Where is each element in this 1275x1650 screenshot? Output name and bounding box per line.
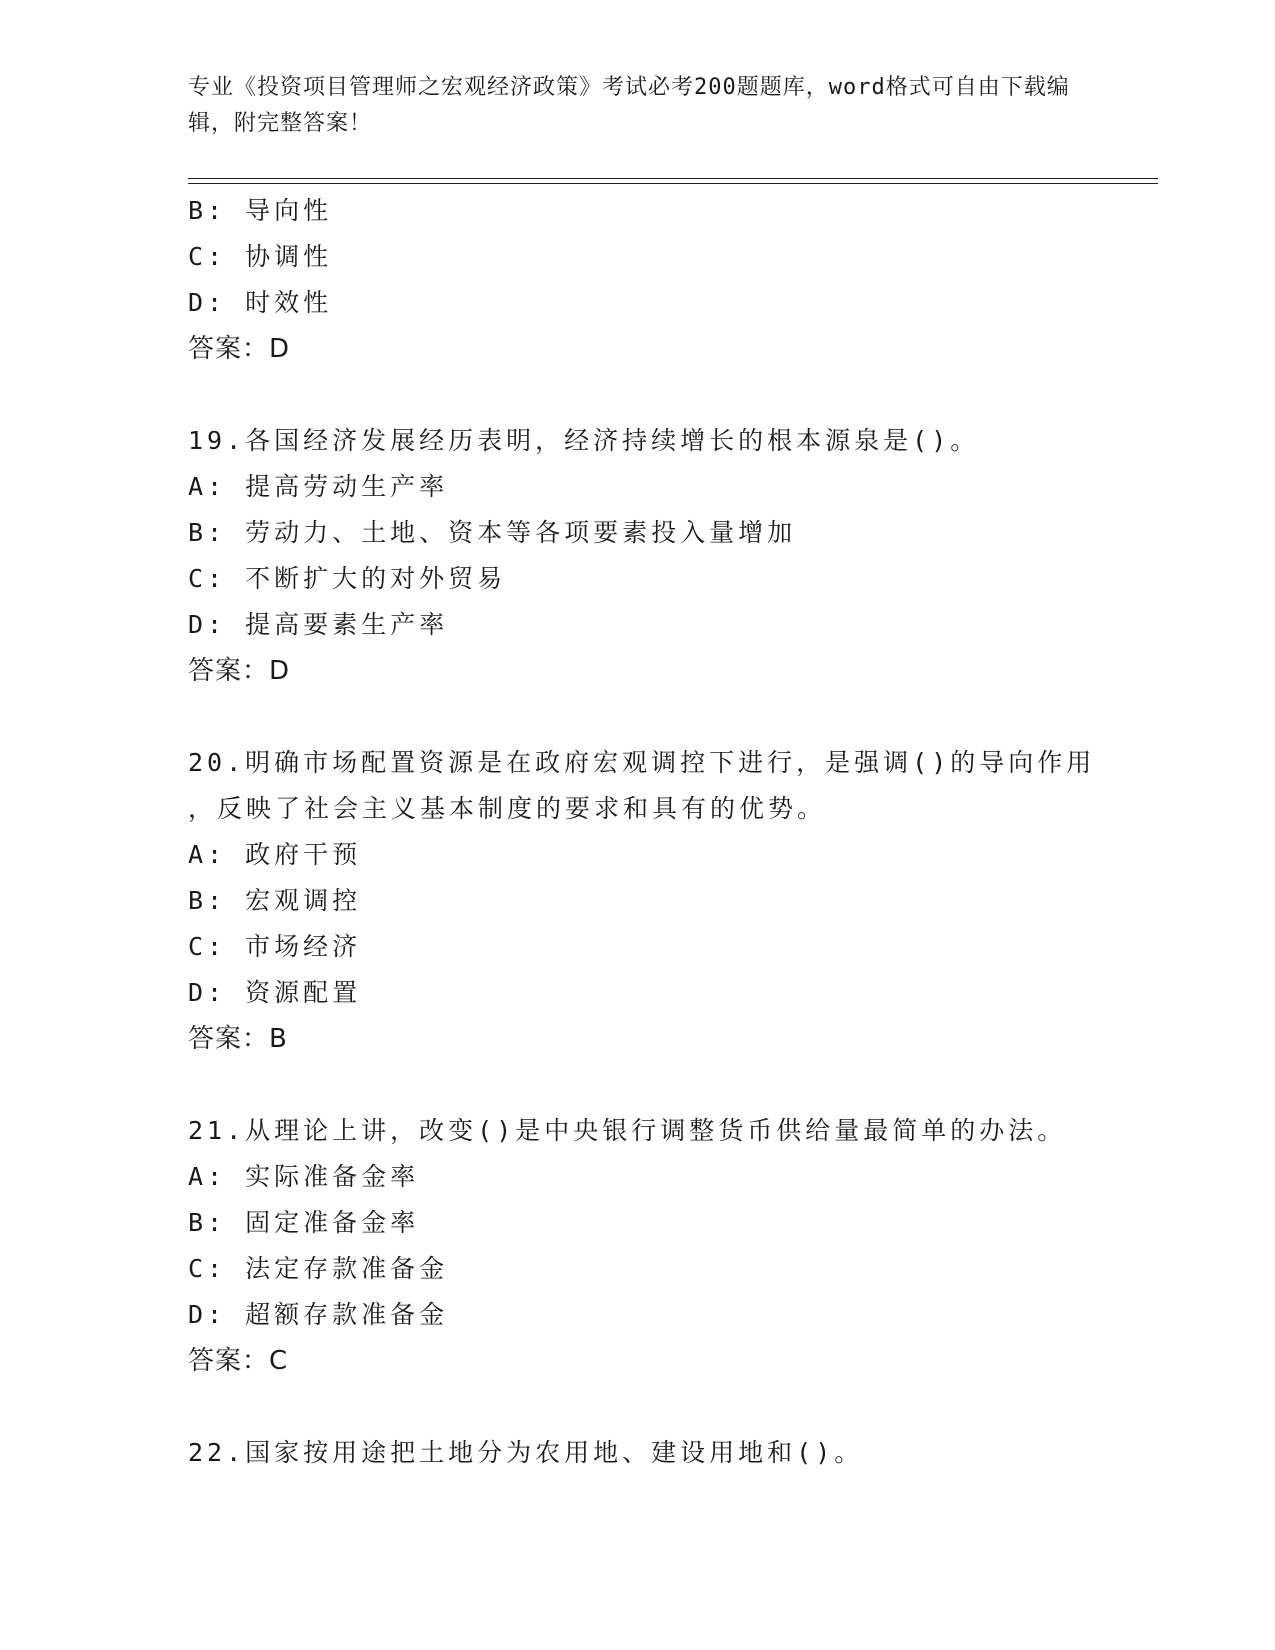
option-d: D: 超额存款准备金 — [188, 1300, 449, 1329]
option-c: C: 法定存款准备金 — [188, 1254, 449, 1283]
option-b: B: 导向性 — [188, 196, 333, 225]
header-rule-top — [188, 178, 1158, 179]
question-18-continued — [188, 188, 1188, 372]
answer: 答案：C — [188, 1346, 289, 1376]
option-d: D: 资源配置 — [188, 978, 362, 1007]
option-c: C: 市场经济 — [188, 932, 362, 961]
question-19 — [188, 418, 1188, 694]
option-b: B: 劳动力、土地、资本等各项要素投入量增加 — [188, 518, 797, 547]
option-d: D: 提高要素生产率 — [188, 610, 449, 639]
option-a: A: 提高劳动生产率 — [188, 472, 449, 501]
question-20 — [188, 740, 1188, 1062]
spacer — [188, 372, 1188, 418]
option-d: D: 时效性 — [188, 288, 333, 317]
question-21 — [188, 1108, 1188, 1384]
question-content — [188, 188, 1188, 1476]
spacer — [188, 694, 1188, 740]
question-stem: 22.国家按用途把土地分为农用地、建设用地和()。 — [188, 1438, 864, 1467]
question-stem-line-1: 20.明确市场配置资源是在政府宏观调控下进行，是强调()的导向作用 — [188, 748, 1096, 777]
option-b: B: 固定准备金率 — [188, 1208, 420, 1237]
question-stem: 21.从理论上讲，改变()是中央银行调整货币供给量最简单的办法。 — [188, 1116, 1067, 1145]
option-a: A: 政府干预 — [188, 840, 362, 869]
spacer — [188, 1384, 1188, 1430]
option-c: C: 不断扩大的对外贸易 — [188, 564, 507, 593]
answer: 答案：D — [188, 656, 291, 686]
spacer — [188, 1062, 1188, 1108]
answer: 答案：B — [188, 1024, 288, 1054]
question-22 — [188, 1430, 1188, 1476]
option-b: B: 宏观调控 — [188, 886, 362, 915]
option-a: A: 实际准备金率 — [188, 1162, 420, 1191]
document-header: 专业《投资项目管理师之宏观经济政策》考试必考200题题库，word格式可自由下载编辑，附完整答案！ — [188, 75, 1070, 136]
answer: 答案：D — [188, 334, 291, 364]
question-stem: 19.各国经济发展经历表明，经济持续增长的根本源泉是()。 — [188, 426, 980, 455]
question-stem-line-2: ，反映了社会主义基本制度的要求和具有的优势。 — [188, 794, 827, 823]
header-rule-bottom — [188, 183, 1158, 184]
option-c: C: 协调性 — [188, 242, 333, 271]
